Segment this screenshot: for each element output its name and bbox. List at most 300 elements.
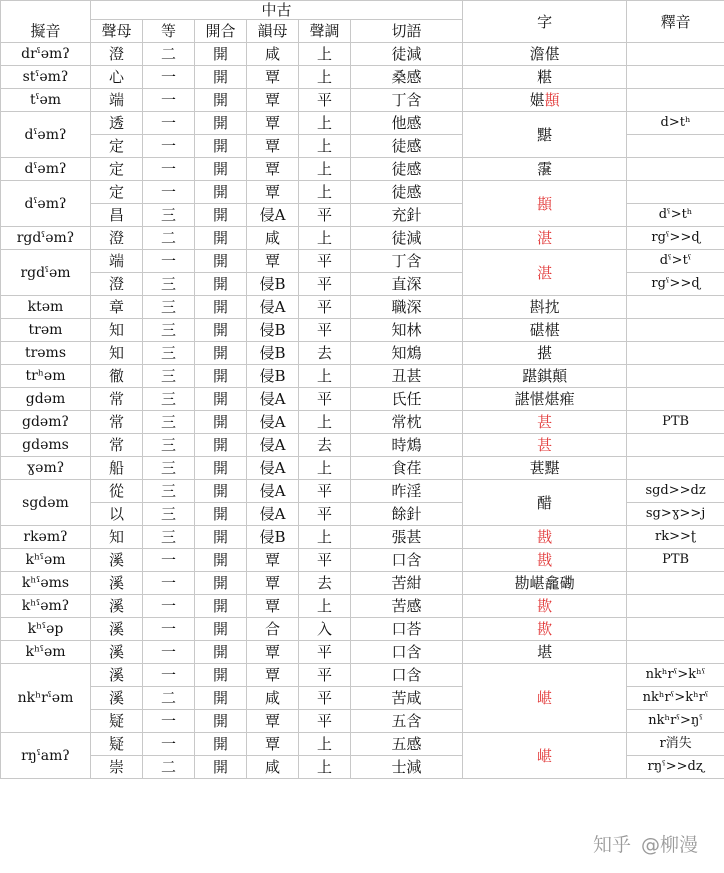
reconstruction-cell: nkʰrˤəm (1, 664, 91, 733)
tone-cell: 上 (299, 135, 351, 158)
fanqie-cell: 丑甚 (351, 365, 463, 388)
fanqie-cell: 士減 (351, 756, 463, 779)
fanqie-cell: 桑感 (351, 66, 463, 89)
initial-cell: 崇 (91, 756, 143, 779)
grade-cell: 二 (143, 756, 195, 779)
table-row (1, 319, 724, 342)
openness-cell: 開 (195, 135, 247, 158)
rime-cell: 侵A (247, 204, 299, 227)
fanqie-cell: 口含 (351, 664, 463, 687)
notes-cell: r消失 (627, 733, 724, 756)
grade-cell: 二 (143, 687, 195, 710)
character-cell: 葚黮 (463, 457, 627, 480)
fanqie-cell: 張甚 (351, 526, 463, 549)
notes-cell: PTB (627, 411, 724, 434)
grade-cell: 三 (143, 342, 195, 365)
reconstruction-cell: dˤəmʔ (1, 112, 91, 158)
openness-cell: 開 (195, 457, 247, 480)
reconstruction-cell: gdəms (1, 434, 91, 457)
rime-cell: 侵A (247, 296, 299, 319)
grade-cell: 一 (143, 66, 195, 89)
openness-cell: 開 (195, 687, 247, 710)
initial-cell: 從 (91, 480, 143, 503)
openness-cell: 開 (195, 342, 247, 365)
openness-cell: 開 (195, 66, 247, 89)
notes-cell: nkʰrˤ>kʰˤ (627, 664, 724, 687)
grade-cell: 一 (143, 158, 195, 181)
initial-cell: 疑 (91, 733, 143, 756)
header-openness: 開合 (195, 20, 247, 43)
header-middle-chinese: 中古 (91, 1, 463, 20)
openness-cell: 開 (195, 296, 247, 319)
rime-cell: 侵B (247, 365, 299, 388)
header-notes: 釋音 (627, 1, 724, 43)
character-cell: 甚 (463, 411, 627, 434)
initial-cell: 溪 (91, 618, 143, 641)
rime-cell: 覃 (247, 181, 299, 204)
openness-cell: 開 (195, 618, 247, 641)
grade-cell: 三 (143, 204, 195, 227)
openness-cell: 開 (195, 434, 247, 457)
header-tone: 聲調 (299, 20, 351, 43)
openness-cell: 開 (195, 365, 247, 388)
table-row (1, 733, 724, 756)
notes-cell (627, 43, 724, 66)
initial-cell: 透 (91, 112, 143, 135)
tone-cell: 平 (299, 250, 351, 273)
notes-cell: sg>ɣ>>j (627, 503, 724, 526)
table-row (1, 158, 724, 181)
grade-cell: 二 (143, 43, 195, 66)
initial-cell: 端 (91, 250, 143, 273)
initial-cell: 船 (91, 457, 143, 480)
initial-cell: 端 (91, 89, 143, 112)
initial-cell: 徹 (91, 365, 143, 388)
rime-cell: 侵A (247, 411, 299, 434)
tone-cell: 去 (299, 434, 351, 457)
initial-cell: 常 (91, 411, 143, 434)
openness-cell: 開 (195, 503, 247, 526)
rime-cell: 覃 (247, 595, 299, 618)
notes-cell (627, 365, 724, 388)
tone-cell: 平 (299, 503, 351, 526)
fanqie-cell: 氏任 (351, 388, 463, 411)
grade-cell: 一 (143, 641, 195, 664)
fanqie-cell: 徒感 (351, 135, 463, 158)
table-row (1, 66, 724, 89)
table-row (1, 664, 724, 687)
reconstruction-cell: kʰˤəms (1, 572, 91, 595)
initial-cell: 常 (91, 434, 143, 457)
grade-cell: 一 (143, 250, 195, 273)
reconstruction-cell: trəms (1, 342, 91, 365)
initial-cell: 澄 (91, 273, 143, 296)
notes-cell: nkʰrˤ>ŋˤ (627, 710, 724, 733)
fanqie-cell: 知鴆 (351, 342, 463, 365)
fanqie-cell: 餘針 (351, 503, 463, 526)
table-row (1, 250, 724, 273)
openness-cell: 開 (195, 549, 247, 572)
grade-cell: 一 (143, 733, 195, 756)
initial-cell: 溪 (91, 572, 143, 595)
tone-cell: 去 (299, 342, 351, 365)
table-row (1, 181, 724, 204)
rime-cell: 合 (247, 618, 299, 641)
rime-cell: 覃 (247, 135, 299, 158)
character-cell: 斟抌 (463, 296, 627, 319)
openness-cell: 開 (195, 595, 247, 618)
header-reconstruction: 擬音 (1, 1, 91, 43)
openness-cell: 開 (195, 710, 247, 733)
initial-cell: 昌 (91, 204, 143, 227)
rime-cell: 侵A (247, 434, 299, 457)
tone-cell: 平 (299, 687, 351, 710)
tone-cell: 平 (299, 480, 351, 503)
rime-cell: 咸 (247, 227, 299, 250)
reconstruction-cell: kʰˤəp (1, 618, 91, 641)
fanqie-cell: 苦感 (351, 595, 463, 618)
openness-cell: 開 (195, 733, 247, 756)
notes-cell (627, 89, 724, 112)
initial-cell: 知 (91, 319, 143, 342)
table-row (1, 595, 724, 618)
openness-cell: 開 (195, 250, 247, 273)
initial-cell: 澄 (91, 227, 143, 250)
rime-cell: 覃 (247, 112, 299, 135)
tone-cell: 入 (299, 618, 351, 641)
fanqie-cell: 口含 (351, 641, 463, 664)
table-row (1, 641, 724, 664)
character-text: 媅 (529, 91, 545, 109)
grade-cell: 三 (143, 434, 195, 457)
tone-cell: 上 (299, 411, 351, 434)
fanqie-cell: 口荅 (351, 618, 463, 641)
initial-cell: 常 (91, 388, 143, 411)
header-initial: 聲母 (91, 20, 143, 43)
reconstruction-cell: ɣəmʔ (1, 457, 91, 480)
rime-cell: 覃 (247, 710, 299, 733)
table-row (1, 480, 724, 503)
character-text-highlight: 䫖 (544, 91, 560, 109)
notes-cell: rŋˤ>>dʐ (627, 756, 724, 779)
rime-cell: 咸 (247, 43, 299, 66)
character-cell: 醋 (463, 480, 627, 526)
notes-cell (627, 296, 724, 319)
openness-cell: 開 (195, 89, 247, 112)
tone-cell: 上 (299, 112, 351, 135)
notes-cell: dˤ>tˤ (627, 250, 724, 273)
notes-cell: rgˤ>>ɖ (627, 227, 724, 250)
grade-cell: 一 (143, 618, 195, 641)
header-grade: 等 (143, 20, 195, 43)
table-row (1, 549, 724, 572)
tone-cell: 上 (299, 526, 351, 549)
fanqie-cell: 五含 (351, 710, 463, 733)
reconstruction-cell: dˤəmʔ (1, 158, 91, 181)
rime-cell: 侵A (247, 457, 299, 480)
fanqie-cell: 職深 (351, 296, 463, 319)
table-row (1, 526, 724, 549)
fanqie-cell: 苦咸 (351, 687, 463, 710)
fanqie-cell: 時鴆 (351, 434, 463, 457)
rime-cell: 覃 (247, 572, 299, 595)
openness-cell: 開 (195, 664, 247, 687)
reconstruction-cell: trəm (1, 319, 91, 342)
reconstruction-cell: tˤəm (1, 89, 91, 112)
fanqie-cell: 徒減 (351, 227, 463, 250)
fanqie-cell: 常枕 (351, 411, 463, 434)
reconstruction-cell: dˤəmʔ (1, 181, 91, 227)
notes-cell (627, 319, 724, 342)
openness-cell: 開 (195, 227, 247, 250)
table-row (1, 365, 724, 388)
fanqie-cell: 直深 (351, 273, 463, 296)
fanqie-cell: 丁含 (351, 89, 463, 112)
reconstruction-cell: ktəm (1, 296, 91, 319)
character-cell: 勘嵁龕磡 (463, 572, 627, 595)
fanqie-cell: 徒感 (351, 181, 463, 204)
rime-cell: 覃 (247, 733, 299, 756)
notes-cell (627, 158, 724, 181)
rime-cell: 覃 (247, 158, 299, 181)
fanqie-cell: 徒減 (351, 43, 463, 66)
initial-cell: 定 (91, 135, 143, 158)
reconstruction-cell: kʰˤəm (1, 641, 91, 664)
character-cell: 歁 (463, 595, 627, 618)
tone-cell: 上 (299, 181, 351, 204)
grade-cell: 三 (143, 457, 195, 480)
rime-cell: 咸 (247, 687, 299, 710)
initial-cell: 疑 (91, 710, 143, 733)
table-row (1, 342, 724, 365)
notes-cell (627, 388, 724, 411)
table-row (1, 227, 724, 250)
character-cell: 歁 (463, 618, 627, 641)
notes-cell (627, 595, 724, 618)
initial-cell: 心 (91, 66, 143, 89)
rime-cell: 覃 (247, 89, 299, 112)
character-cell: 甚 (463, 434, 627, 457)
openness-cell: 開 (195, 158, 247, 181)
fanqie-cell: 知林 (351, 319, 463, 342)
notes-cell: nkʰrˤ>kʰrˤ (627, 687, 724, 710)
notes-cell: rk>>ʈ (627, 526, 724, 549)
character-cell: 霮 (463, 158, 627, 181)
table-row (1, 411, 724, 434)
notes-cell (627, 66, 724, 89)
character-cell: 碪椹 (463, 319, 627, 342)
rime-cell: 覃 (247, 66, 299, 89)
tone-cell: 平 (299, 641, 351, 664)
notes-cell (627, 135, 724, 158)
initial-cell: 澄 (91, 43, 143, 66)
fanqie-cell: 徒感 (351, 158, 463, 181)
fanqie-cell: 口含 (351, 549, 463, 572)
initial-cell: 溪 (91, 549, 143, 572)
fanqie-cell: 苦紺 (351, 572, 463, 595)
character-cell: 戡 (463, 549, 627, 572)
tone-cell: 平 (299, 388, 351, 411)
grade-cell: 一 (143, 572, 195, 595)
watermark-site: 知乎 (592, 834, 631, 856)
tone-cell: 上 (299, 66, 351, 89)
tone-cell: 平 (299, 89, 351, 112)
notes-cell (627, 457, 724, 480)
grade-cell: 一 (143, 595, 195, 618)
rime-cell: 侵B (247, 319, 299, 342)
reconstruction-cell: stˤəmʔ (1, 66, 91, 89)
character-cell: 湛 (463, 250, 627, 296)
openness-cell: 開 (195, 480, 247, 503)
table-row (1, 434, 724, 457)
tone-cell: 平 (299, 664, 351, 687)
tone-cell: 平 (299, 549, 351, 572)
character-cell (463, 89, 627, 112)
grade-cell: 一 (143, 664, 195, 687)
character-cell: 䫖 (463, 181, 627, 227)
grade-cell: 三 (143, 365, 195, 388)
grade-cell: 二 (143, 227, 195, 250)
grade-cell: 三 (143, 411, 195, 434)
openness-cell: 開 (195, 204, 247, 227)
grade-cell: 三 (143, 526, 195, 549)
tone-cell: 平 (299, 273, 351, 296)
tone-cell: 上 (299, 595, 351, 618)
grade-cell: 三 (143, 388, 195, 411)
reconstruction-cell: drˤəmʔ (1, 43, 91, 66)
tone-cell: 上 (299, 457, 351, 480)
openness-cell: 開 (195, 319, 247, 342)
initial-cell: 溪 (91, 687, 143, 710)
initial-cell: 定 (91, 181, 143, 204)
notes-cell (627, 434, 724, 457)
fanqie-cell: 昨淫 (351, 480, 463, 503)
reconstruction-cell: trʰəm (1, 365, 91, 388)
tone-cell: 平 (299, 204, 351, 227)
rime-cell: 覃 (247, 641, 299, 664)
openness-cell: 開 (195, 112, 247, 135)
openness-cell: 開 (195, 181, 247, 204)
grade-cell: 一 (143, 549, 195, 572)
grade-cell: 一 (143, 181, 195, 204)
notes-cell (627, 641, 724, 664)
character-cell: 諶愖煁痽 (463, 388, 627, 411)
tone-cell: 上 (299, 43, 351, 66)
grade-cell: 三 (143, 503, 195, 526)
notes-cell (627, 181, 724, 204)
character-cell: 嵁 (463, 664, 627, 733)
rime-cell: 侵B (247, 273, 299, 296)
tone-cell: 平 (299, 296, 351, 319)
notes-cell: rgˤ>>ɖ (627, 273, 724, 296)
grade-cell: 三 (143, 296, 195, 319)
table-row (1, 43, 724, 66)
tone-cell: 平 (299, 319, 351, 342)
reconstruction-cell: kʰˤəmʔ (1, 595, 91, 618)
openness-cell: 開 (195, 526, 247, 549)
table-row (1, 388, 724, 411)
notes-cell (627, 572, 724, 595)
openness-cell: 開 (195, 641, 247, 664)
character-cell: 踸錤顛 (463, 365, 627, 388)
openness-cell: 開 (195, 273, 247, 296)
grade-cell: 一 (143, 89, 195, 112)
initial-cell: 章 (91, 296, 143, 319)
table-row (1, 112, 724, 135)
table-row (1, 572, 724, 595)
tone-cell: 上 (299, 733, 351, 756)
notes-cell: PTB (627, 549, 724, 572)
character-cell: 黮 (463, 112, 627, 158)
notes-cell: d>tʰ (627, 112, 724, 135)
tone-cell: 上 (299, 756, 351, 779)
openness-cell: 開 (195, 388, 247, 411)
character-cell: 嵁 (463, 733, 627, 779)
grade-cell: 一 (143, 112, 195, 135)
openness-cell: 開 (195, 756, 247, 779)
fanqie-cell: 五感 (351, 733, 463, 756)
notes-cell: dˤ>tʰ (627, 204, 724, 227)
character-cell: 堪 (463, 641, 627, 664)
rime-cell: 侵A (247, 388, 299, 411)
rime-cell: 咸 (247, 756, 299, 779)
reconstruction-cell: rkəmʔ (1, 526, 91, 549)
tone-cell: 上 (299, 227, 351, 250)
reconstruction-cell: sgdəm (1, 480, 91, 526)
tone-cell: 平 (299, 710, 351, 733)
rime-cell: 覃 (247, 549, 299, 572)
openness-cell: 開 (195, 572, 247, 595)
table-row (1, 89, 724, 112)
initial-cell: 定 (91, 158, 143, 181)
character-cell: 澹偡 (463, 43, 627, 66)
initial-cell: 以 (91, 503, 143, 526)
initial-cell: 知 (91, 342, 143, 365)
initial-cell: 溪 (91, 664, 143, 687)
rime-cell: 侵A (247, 503, 299, 526)
rime-cell: 覃 (247, 250, 299, 273)
notes-cell (627, 342, 724, 365)
grade-cell: 一 (143, 135, 195, 158)
openness-cell: 開 (195, 43, 247, 66)
rime-cell: 侵B (247, 526, 299, 549)
reconstruction-cell: gdəmʔ (1, 411, 91, 434)
reconstruction-cell: rŋˤamʔ (1, 733, 91, 779)
watermark-author: @柳漫 (640, 834, 698, 856)
reconstruction-cell: kʰˤəm (1, 549, 91, 572)
notes-cell (627, 618, 724, 641)
table-row (1, 296, 724, 319)
tone-cell: 上 (299, 365, 351, 388)
grade-cell: 三 (143, 273, 195, 296)
fanqie-cell: 食荏 (351, 457, 463, 480)
grade-cell: 三 (143, 480, 195, 503)
rime-cell: 侵A (247, 480, 299, 503)
reconstruction-cell: gdəm (1, 388, 91, 411)
notes-cell: sgd>>dz (627, 480, 724, 503)
header-fanqie: 切語 (351, 20, 463, 43)
grade-cell: 三 (143, 319, 195, 342)
reconstruction-cell: rgdˤəmʔ (1, 227, 91, 250)
openness-cell: 開 (195, 411, 247, 434)
initial-cell: 知 (91, 526, 143, 549)
header-rime: 韻母 (247, 20, 299, 43)
table-row (1, 457, 724, 480)
rime-cell: 侵B (247, 342, 299, 365)
character-cell: 戡 (463, 526, 627, 549)
initial-cell: 溪 (91, 595, 143, 618)
table-row (1, 618, 724, 641)
